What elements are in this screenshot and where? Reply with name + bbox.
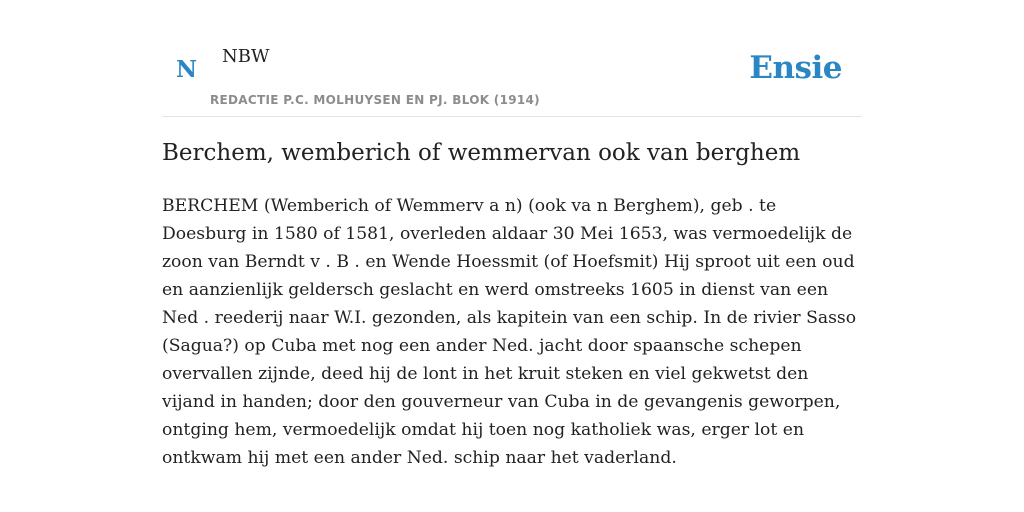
source-logo[interactable]: N (176, 56, 198, 83)
entry-body: BERCHEM (Wemberich of Wemmerv a n) (ook va n Berghem), geb . te Doesburg in 1580 of 1581, overleden aldaar 30 Mei 1653, was vermoedelijk de zoon van Berndt v . B . en Wende Hoessmit (of Hoefsmit) Hij sproot uit een oud en aanzienlijk geldersch geslacht en werd omstreeks 1605 in dienst van een Ned . reederij naar W.I. gezonden, als kapitein van een schip. In de rivier Sasso (Sagua?) op Cuba met nog een ander Ned. jacht door spaansche schepen overvallen zijnde, deed hij de lont in het kruit steken en viel gekwetst den vijand in handen; door den gouverneur van Cuba in de gevangenis geworpen, ontging hem, vermoedelijk omdat hij toen nog katholiek was, erger lot en ontkwam hij met een ander Ned. schip naar het vaderland. (162, 196, 857, 468)
source-title[interactable]: NBW (222, 46, 270, 67)
brand-logo-link[interactable]: Ensie (749, 50, 842, 86)
page-header (162, 0, 862, 117)
source-byline: REDACTIE P.C. MOLHUYSEN EN PJ. BLOK (1914) (210, 93, 540, 107)
entry-title: Berchem, wemberich of wemmervan ook van berghem (162, 140, 801, 166)
